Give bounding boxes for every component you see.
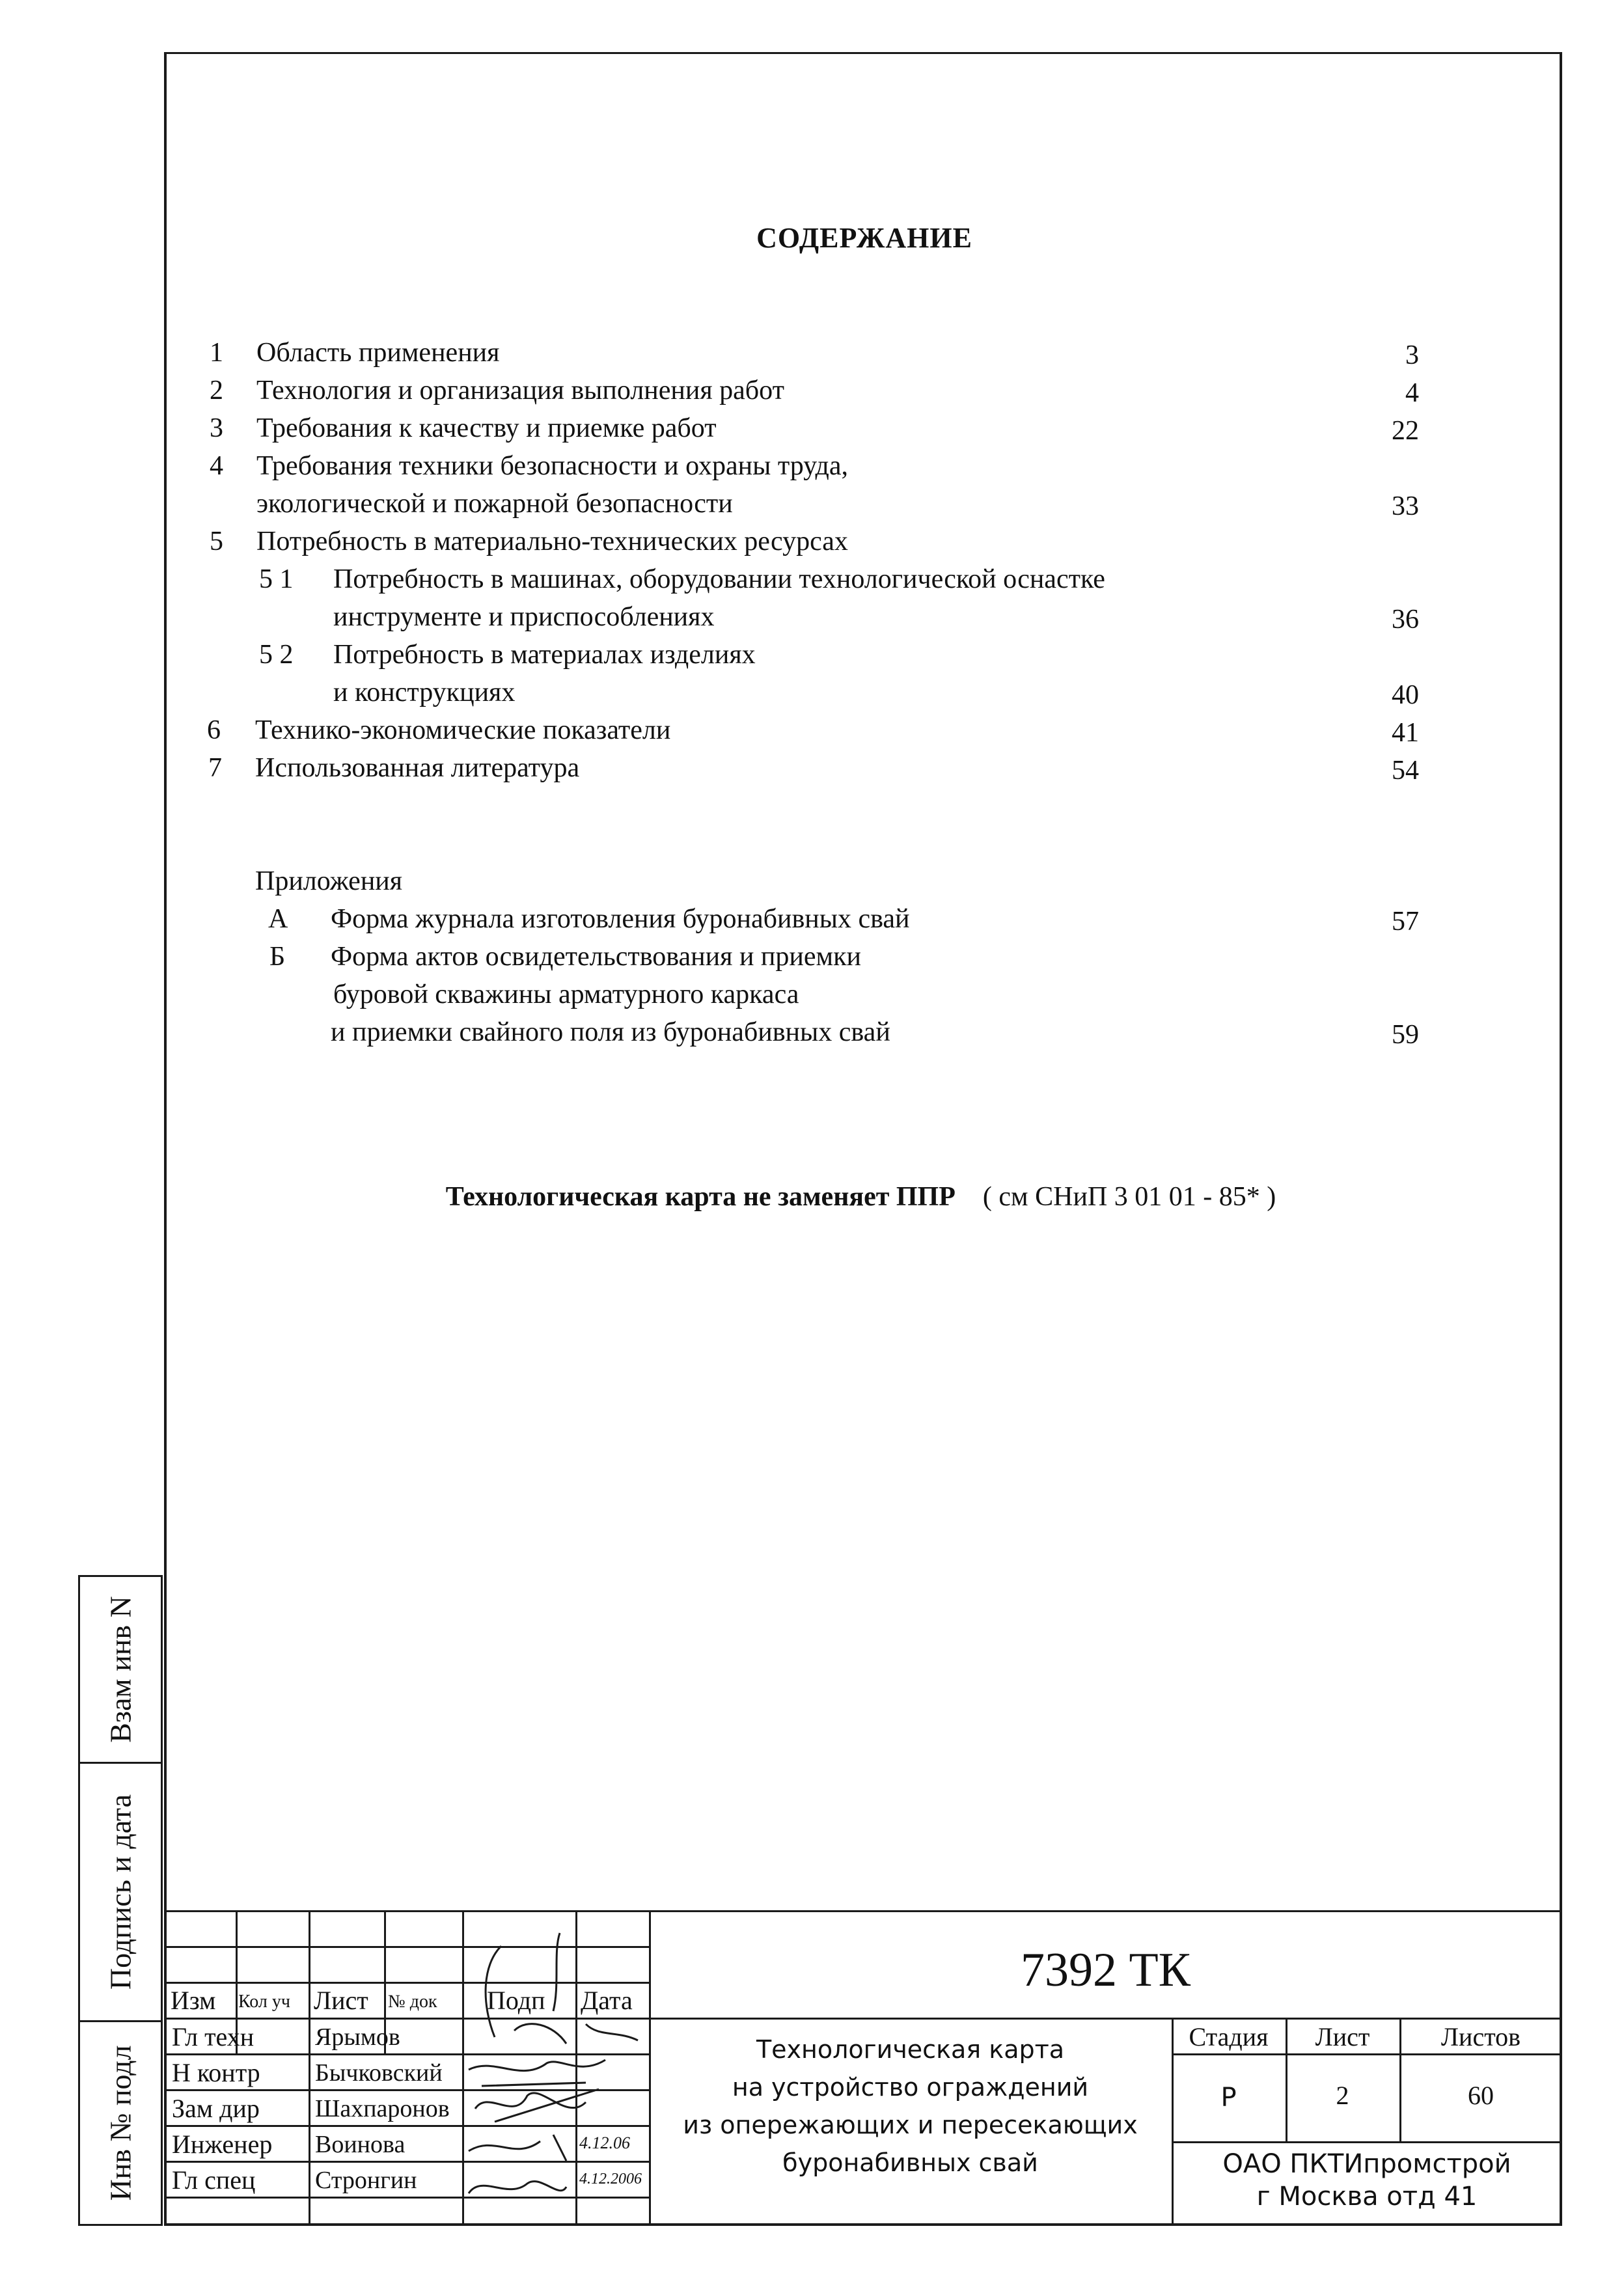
document-title-line: на устройство ограждений: [732, 2073, 1089, 2102]
appendix-page: 59: [1392, 1020, 1419, 1050]
toc-num: 2: [210, 376, 223, 405]
toc-num: 3: [210, 413, 223, 443]
stage-label: Стадия: [1189, 2022, 1269, 2051]
ppr-note-text: Технологическая карта не заменяет ППР: [445, 1182, 956, 1212]
snip-reference: ( см СНиП 3 01 01 - 85* ): [982, 1182, 1276, 1212]
toc-entry: и конструкциях: [333, 678, 516, 707]
document-title: [649, 2031, 1172, 2182]
sheet-value: 2: [1336, 2081, 1349, 2110]
side-stamp-sign-date: [78, 1762, 163, 2022]
side-stamp-label: Подпись и дата: [103, 1794, 137, 1990]
toc-entry: Область применения: [256, 338, 500, 368]
toc-entry: инструменте и приспособлениях: [333, 602, 715, 632]
sign-date: 4.12.2006: [579, 2171, 642, 2187]
person-name: Бычковский: [315, 2059, 443, 2087]
role-label: Н контр: [172, 2058, 260, 2087]
person-name: Шахпаронов: [315, 2095, 450, 2122]
document-title-line: буронабивных свай: [782, 2148, 1038, 2177]
person-name: Стронгин: [315, 2167, 417, 2194]
toc-num: 7: [208, 753, 222, 783]
document-title-line: Технологическая карта: [756, 2035, 1065, 2064]
toc-num: 6: [207, 715, 221, 745]
page-title: СОДЕРЖАНИЕ: [756, 222, 972, 254]
role-label: Гл техн: [172, 2022, 255, 2051]
header-izm: Изм: [171, 1986, 216, 2015]
document-title-line: из опережающих и пересекающих: [683, 2111, 1138, 2139]
appendix-letter: Б: [269, 942, 286, 972]
toc-entry: Использованная литература: [255, 753, 580, 783]
toc-page: 54: [1392, 756, 1419, 786]
toc-num: 1: [210, 338, 223, 368]
toc-entry: Требования к качеству и приемке работ: [256, 413, 717, 443]
toc-page: 33: [1392, 491, 1419, 521]
toc-entry: Потребность в материально-технических ресурсах: [256, 527, 848, 556]
header-doc-num: № док: [388, 1992, 437, 2012]
header-podp: Подп: [487, 1986, 545, 2015]
organization-line: ОАО ПКТИпромстрой: [1222, 2149, 1511, 2179]
toc-entry: Технико-экономические показатели: [255, 715, 671, 745]
toc-entry: Требования техники безопасности и охраны труда,: [256, 451, 849, 481]
stage-value: Р: [1220, 2083, 1237, 2113]
appendix-entry: и приемки свайного поля из буронабивных свай: [331, 1017, 890, 1047]
appendix-heading: Приложения: [255, 866, 403, 896]
side-stamp-inv-vzam: [78, 1575, 163, 1764]
header-kol-uch: Кол уч: [238, 1992, 290, 2012]
person-name: Воинова: [315, 2131, 406, 2158]
header-date: Дата: [581, 1986, 633, 2015]
toc-num: 5 2: [259, 640, 294, 670]
toc-page: 36: [1392, 605, 1419, 635]
organization: [1172, 2148, 1562, 2213]
toc-page: 22: [1392, 416, 1419, 446]
side-stamp-label: Инв № подл: [103, 2045, 137, 2201]
role-label: Зам дир: [172, 2094, 260, 2123]
side-stamp-label: Взам инв N: [103, 1596, 137, 1743]
toc-entry: Технология и организация выполнения работ: [256, 376, 784, 405]
toc-page: 40: [1392, 680, 1419, 710]
toc-num: 4: [210, 451, 223, 481]
header-list: Лист: [314, 1986, 368, 2015]
toc-page: 4: [1405, 378, 1419, 408]
sheets-value: 60: [1468, 2081, 1494, 2110]
appendix-page: 57: [1392, 907, 1419, 937]
sheet-label: Лист: [1315, 2022, 1370, 2051]
toc-num: 5 1: [259, 564, 294, 594]
toc-num: 5: [210, 527, 223, 556]
role-label: Гл спец: [172, 2165, 256, 2195]
person-name: Ярымов: [315, 2023, 400, 2051]
appendix-entry: Форма актов освидетельствования и приемки: [331, 942, 861, 972]
toc-entry: Потребность в материалах изделиях: [333, 640, 756, 670]
side-stamp-inv-podl: [78, 2020, 163, 2226]
signatures-graphic: [456, 1926, 664, 2226]
role-label: Инженер: [172, 2130, 273, 2159]
appendix-entry: буровой скважины арматурного каркаса: [333, 980, 799, 1009]
toc-entry: Потребность в машинах, оборудовании технологической оснастке: [333, 564, 1105, 594]
sign-date: 4.12.06: [579, 2133, 630, 2152]
ppr-note: [0, 1181, 1624, 1213]
document-code: 7392 ТК: [1020, 1943, 1191, 1997]
appendix-letter: А: [268, 904, 288, 934]
appendix-entry: Форма журнала изготовления буронабивных свай: [331, 904, 910, 934]
toc-page: 3: [1405, 340, 1419, 370]
toc-page: 41: [1392, 718, 1419, 748]
sheets-label: Листов: [1440, 2022, 1521, 2051]
organization-line: г Москва отд 41: [1256, 2182, 1478, 2212]
toc-entry: экологической и пожарной безопасности: [256, 489, 733, 519]
